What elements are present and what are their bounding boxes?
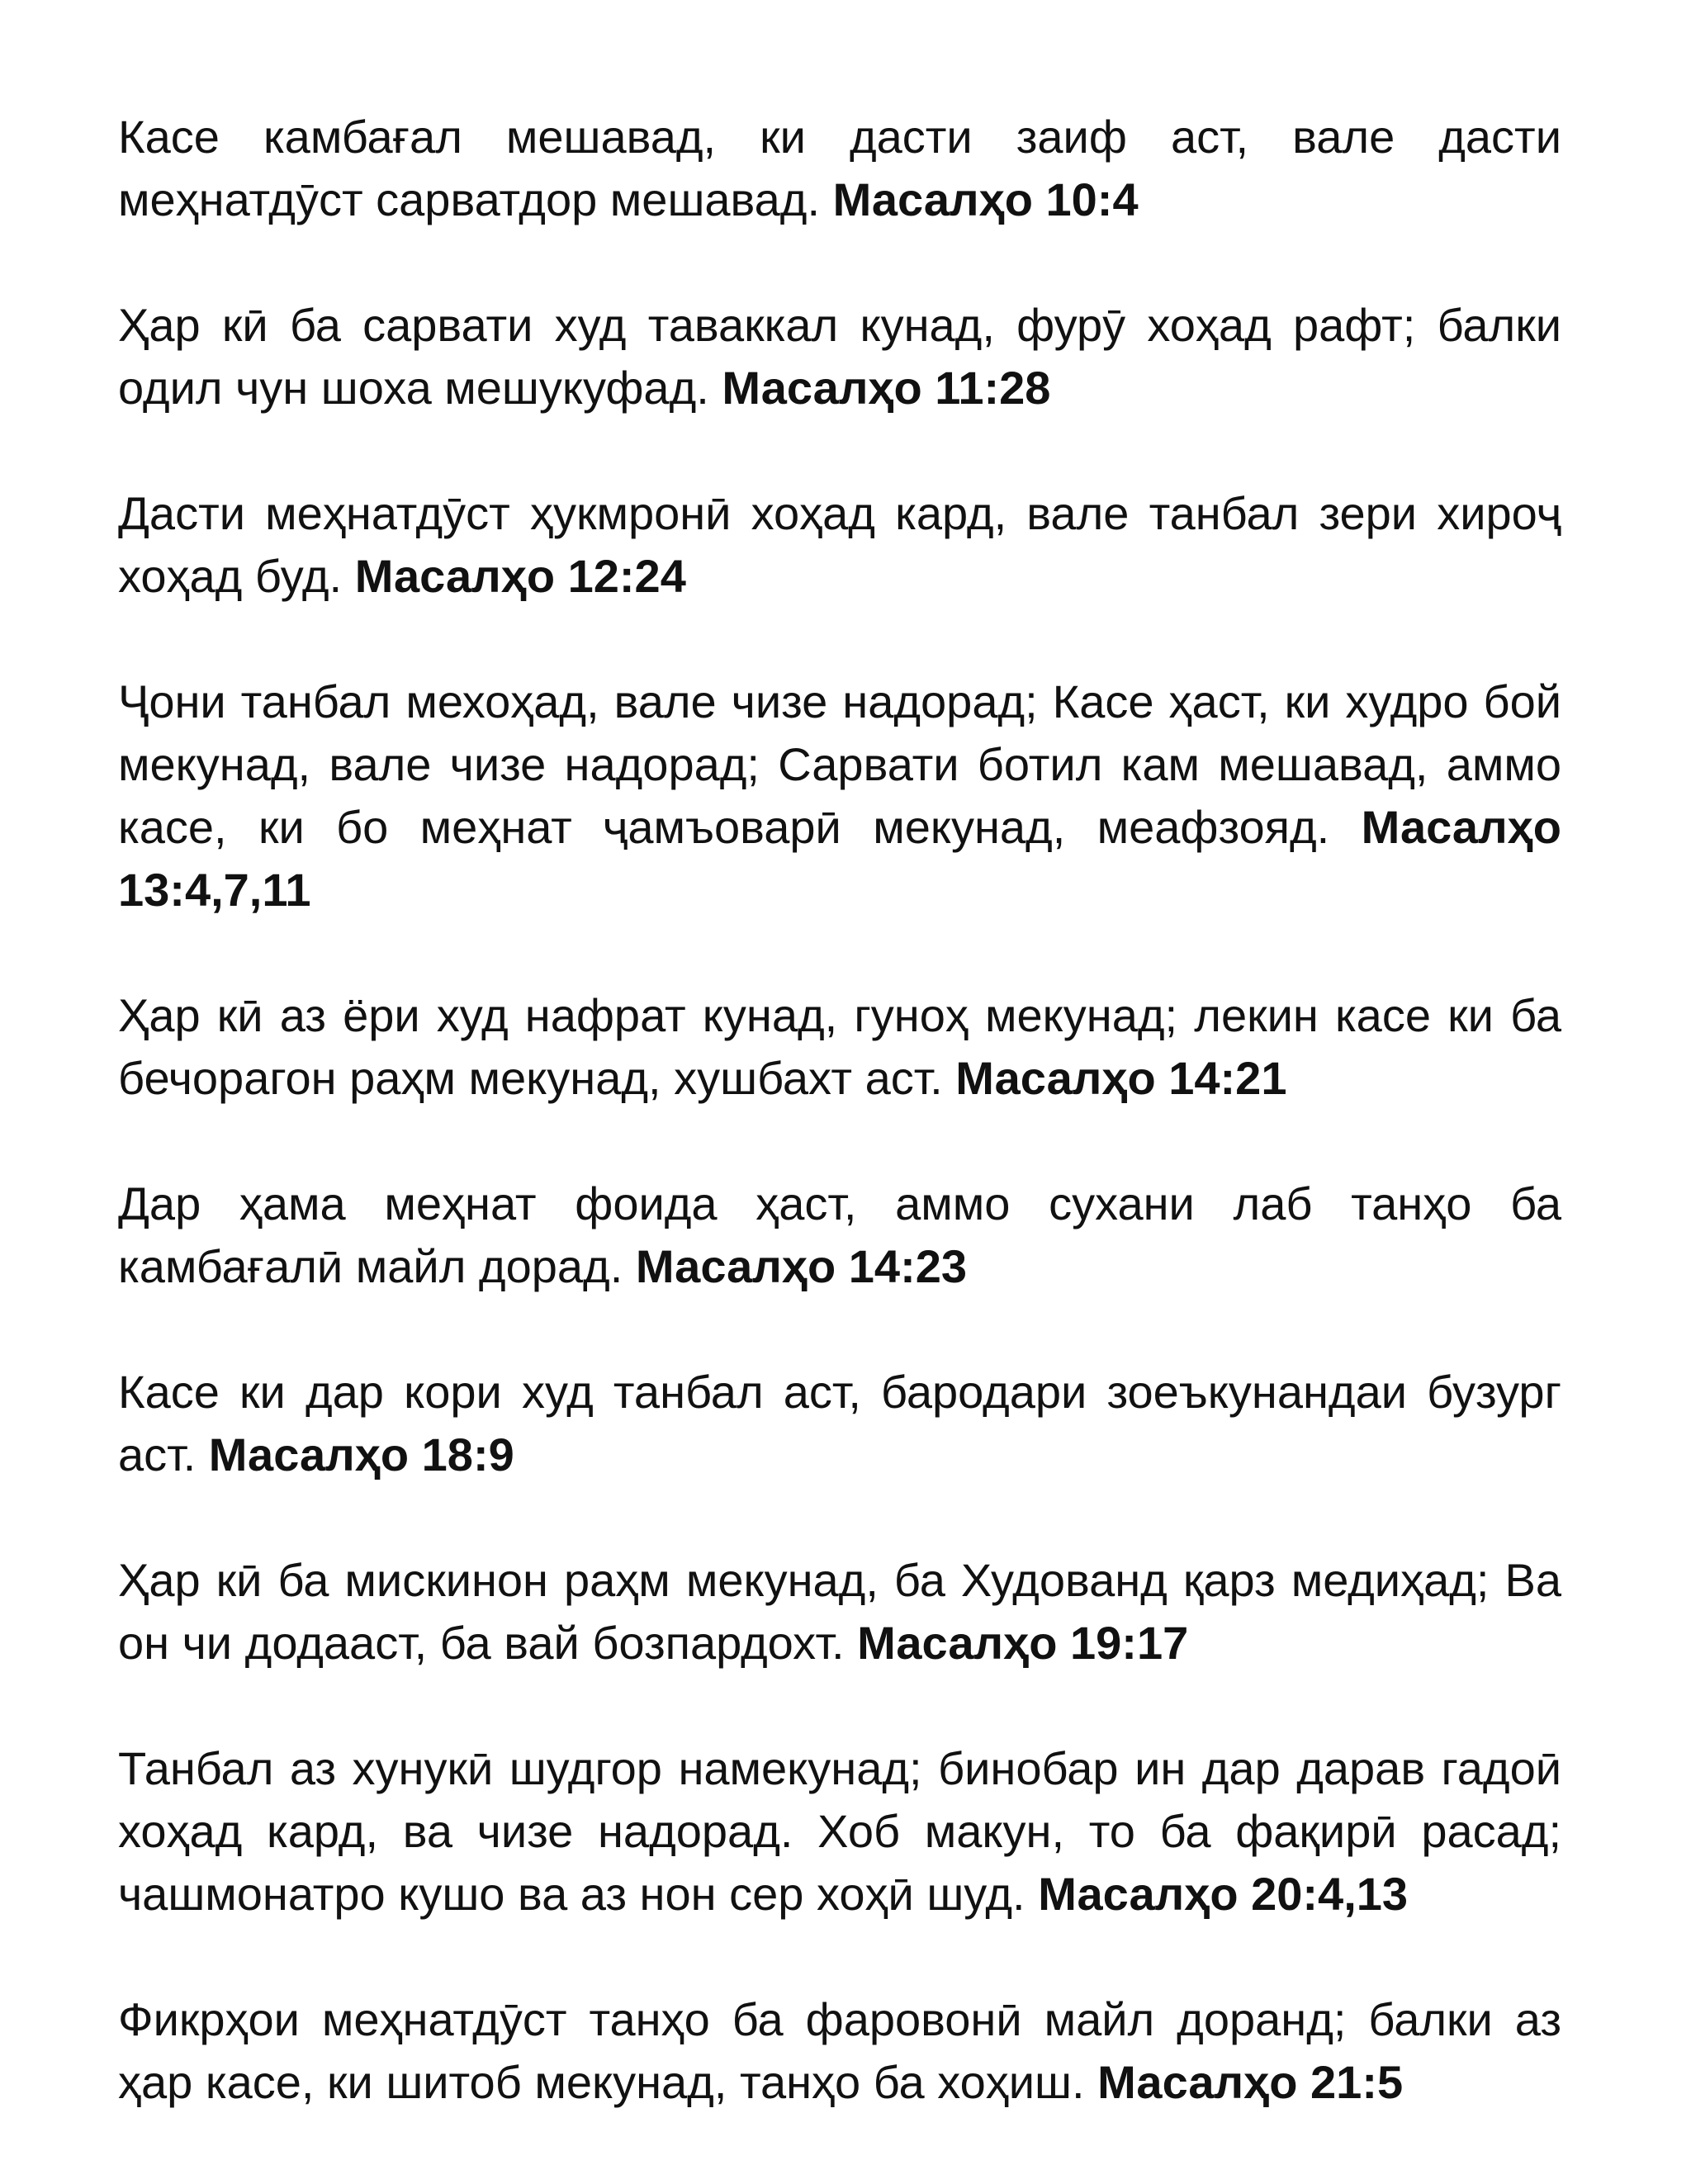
verse-text: Фикрҳои меҳнатдӯст танҳо ба фаровонӣ майл доранд; балки аз ҳар касе, ки шитоб мекунад, танҳо ба хоҳиш.: [118, 1993, 1561, 2108]
verse-text: Касе ки дар кори худ танбал аст, бародари зоеъкунандаи бузург аст.: [118, 1366, 1561, 1480]
verse-reference: Масалҳо 13:4,7,11: [118, 801, 1561, 916]
verse-reference: Масалҳо 19:17: [857, 1617, 1189, 1669]
verse-paragraph: [118, 482, 1561, 608]
verse-reference: Масалҳо 18:9: [208, 1428, 514, 1480]
verse-text: Касе камбағал мешавад, ки дасти заиф аст, вале дасти меҳнатдӯст сарватдор мешавад.: [118, 111, 1561, 225]
verse-text: Дасти меҳнатдӯст ҳукмронӣ хоҳад кард, вале танбал зери хироҷ хоҳад буд.: [118, 487, 1561, 602]
verse-reference: Масалҳо 14:23: [635, 1240, 968, 1292]
verse-reference: Масалҳо 20:4,13: [1038, 1868, 1409, 1920]
verse-reference: Масалҳо 10:4: [832, 173, 1139, 225]
verse-paragraph: [118, 294, 1561, 419]
verse-paragraph: [118, 1737, 1561, 1926]
verse-text: Танбал аз хунукӣ шудгор намекунад; бинобар ин дар дарав гадоӣ хоҳад кард, ва чизе надорад. Хоб макун, то ба фақирӣ расад; чашмонатро кушо ва аз нон сер хоҳӣ шуд.: [118, 1742, 1561, 1920]
verse-paragraph: [118, 1173, 1561, 1298]
verse-paragraph: [118, 984, 1561, 1110]
verse-reference: Масалҳо 21:5: [1097, 2056, 1404, 2108]
verse-reference: Масалҳо 11:28: [722, 362, 1051, 414]
verse-text: Ҷони танбал мехоҳад, вале чизе надорад; Касе ҳаст, ки худро бой мекунад, вале чизе надорад; Сарвати ботил кам мешавад, аммо касе, ки бо меҳнат ҷамъоварӣ мекунад, меафзояд.: [118, 675, 1561, 853]
verse-text: Ҳар кӣ ба мискинон раҳм мекунад, ба Худованд қарз медиҳад; Ва он чи додааст, ба вай бозпардохт.: [118, 1554, 1561, 1669]
document-page: [118, 106, 1561, 2177]
verse-paragraph: [118, 670, 1561, 921]
verse-paragraph: [118, 1549, 1561, 1675]
verse-text: Дар ҳама меҳнат фоида ҳаст, аммо сухани лаб танҳо ба камбағалӣ майл дорад.: [118, 1177, 1561, 1292]
verse-reference: Масалҳо 12:24: [354, 550, 686, 602]
verse-paragraph: [118, 106, 1561, 231]
verse-text: Ҳар кӣ ба сарвати худ таваккал кунад, фурӯ хоҳад рафт; балки одил чун шоха мешукуфад.: [118, 299, 1561, 414]
verse-paragraph: [118, 1361, 1561, 1486]
verse-reference: Масалҳо 14:21: [955, 1052, 1287, 1104]
verse-text: Ҳар кӣ аз ёри худ нафрат кунад, гуноҳ мекунад; лекин касе ки ба бечорагон раҳм мекунад, хушбахт аст.: [118, 989, 1561, 1104]
verse-paragraph: [118, 1988, 1561, 2114]
